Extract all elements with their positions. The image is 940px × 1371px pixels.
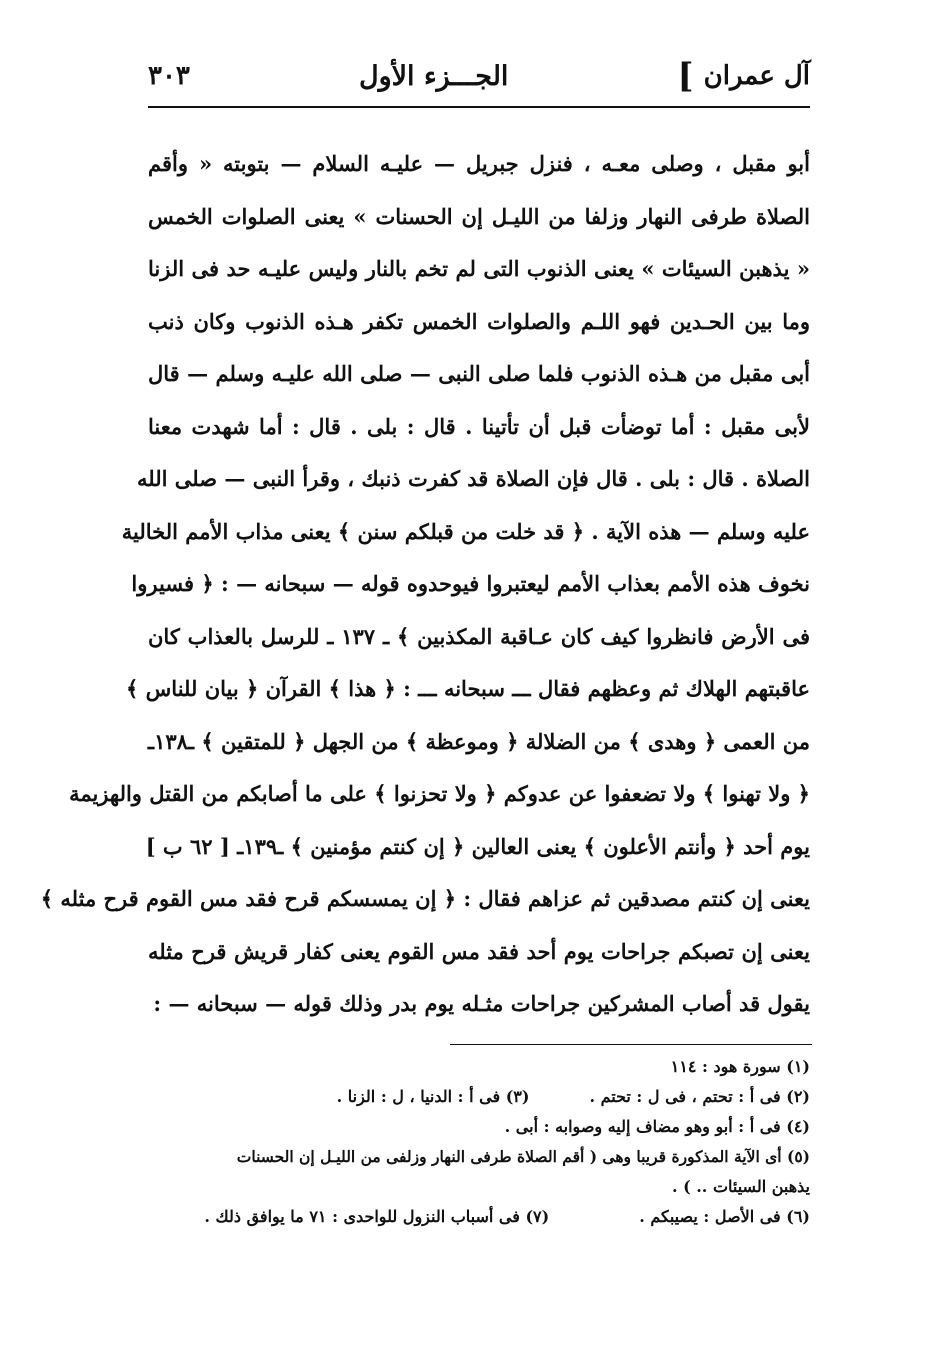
footnote-7: (٧) فى أسباب النزول للواحدى : ٧١ ما يوافق ذلك . — [204, 1207, 550, 1226]
text-line: وما بين الحـدين فهو اللـم والصلوات الخمس تكفر هـذه الذنوب وكان ذنب — [148, 308, 810, 334]
text-line: يقول قد أصاب المشركين جراحات مثـله يوم بدر وذلك قوله — سبحانه — : — [153, 991, 810, 1016]
header-bracket: ] — [677, 56, 694, 96]
text-line: أبى مقبل من هـذه الذنوب فلما صلى النبى — صلى الله عليـه وسلم — قال — [148, 361, 810, 386]
footnote-5-line-1: (٥) أى الآية المذكورة قريبا وهى ( أقم الصلاة طرفى النهار وزلفى من الليـل إن الحسنات — [236, 1147, 810, 1166]
header-surah-title: آل عمران — [703, 61, 810, 91]
footnote-6: (٦) فى الأصل : يصيبكم . — [639, 1207, 810, 1226]
footnote-rule — [450, 1044, 812, 1045]
page-number: ٣٠٣ — [148, 61, 190, 91]
footnotes — [148, 1052, 810, 1232]
header-rule — [148, 106, 810, 108]
main-text — [40, 138, 810, 1031]
text-line: نخوف هذه الأمم بعذاب الأمم ليعتبروا فيوحدوه قوله — سبحانه — : ﴿ فسيروا — [131, 571, 810, 596]
footnote-1: (١) سورة هود : ١١٤ — [670, 1057, 810, 1076]
footnote-row-2-3 — [148, 1082, 810, 1112]
text-line: فى الأرض فانظروا كيف كان عـاقبة المكذبين ﴾ ـ ١٣٧ ـ للرسل بالعذاب كان — [148, 623, 810, 649]
footnote-5-line-2: يذهبن السيئات .. ) . — [671, 1177, 810, 1196]
running-header — [148, 48, 810, 104]
text-line: الصلاة طرفى النهار وزلفا من الليـل إن الحسنات » يعنى الصلوات الخمس — [148, 203, 810, 229]
text-line: يوم أحد ﴿ وأنتم الأعلون ﴾ يعنى العالين ﴿ إن كنتم مؤمنين ﴾ ـ١٣٩ـ [ ٦٢ ب ] — [145, 833, 810, 859]
text-line: عليه وسلم — هذه الآية . ﴿ قد خلت من قبلكم سنن ﴾ يعنى مذاب الأمم الخالية — [121, 518, 810, 544]
text-line: ﴿ ولا تهنوا ﴾ ولا تضعفوا عن عدوكم ﴿ ولا تحزنوا ﴾ على ما أصابكم من القتل والهزيمة — [69, 781, 810, 806]
footnote-row-6-7 — [148, 1202, 810, 1232]
footnote-3: (٣) فى أ : الدنيا ، ل : الزنا . — [336, 1087, 530, 1106]
footnote-4: (٤) فى أ : أبو وهو مضاف إليه وصوابه : أبى . — [504, 1117, 810, 1136]
text-line: عاقبتهم الهلاك ثم وعظهم فقال ـــ سبحانه ـــ : ﴿ هذا ﴾ القرآن ﴿ بيان للناس ﴾ — [126, 676, 810, 701]
text-line: « يذهبن السيئات » يعنى الذنوب التى لم تخم بالنار وليس عليـه حد فى الزنا — [148, 256, 810, 281]
text-line: من العمى ﴿ وهدى ﴾ من الضلالة ﴿ وموعظة ﴾ من الجهل ﴿ للمتقين ﴾ ـ١٣٨ـ — [147, 728, 810, 754]
text-line: لأبى مقبل : أما توضأت قبل أن تأتينا . قال : بلى . قال : أما شهدت معنا — [148, 413, 810, 439]
footnote-2: (٢) فى أ : تحتم ، فى ل : تحتم . — [589, 1087, 810, 1106]
text-line: الصلاة . قال : بلى . قال فإن الصلاة قد كفرت ذنبك ، وقرأ النبى — صلى الله — [137, 466, 810, 491]
text-line: يعنى إن كنتم مصدقين ثم عزاهم فقال : ﴿ إن يمسسكم قرح فقد مس القوم قرح مثله ﴾ — [40, 886, 810, 911]
text-line: يعنى إن تصبكم جراحات يوم أحد فقد مس القوم يعنى كفار قريش قرح مثله — [148, 938, 810, 964]
header-surah-group — [677, 56, 810, 96]
text-line: أبو مقبل ، وصلى معـه ، فنزل جبريل — عليـه السلام — بتوبته « وأقم — [148, 151, 810, 176]
header-part-title: الجـــزء الأول — [359, 60, 509, 92]
